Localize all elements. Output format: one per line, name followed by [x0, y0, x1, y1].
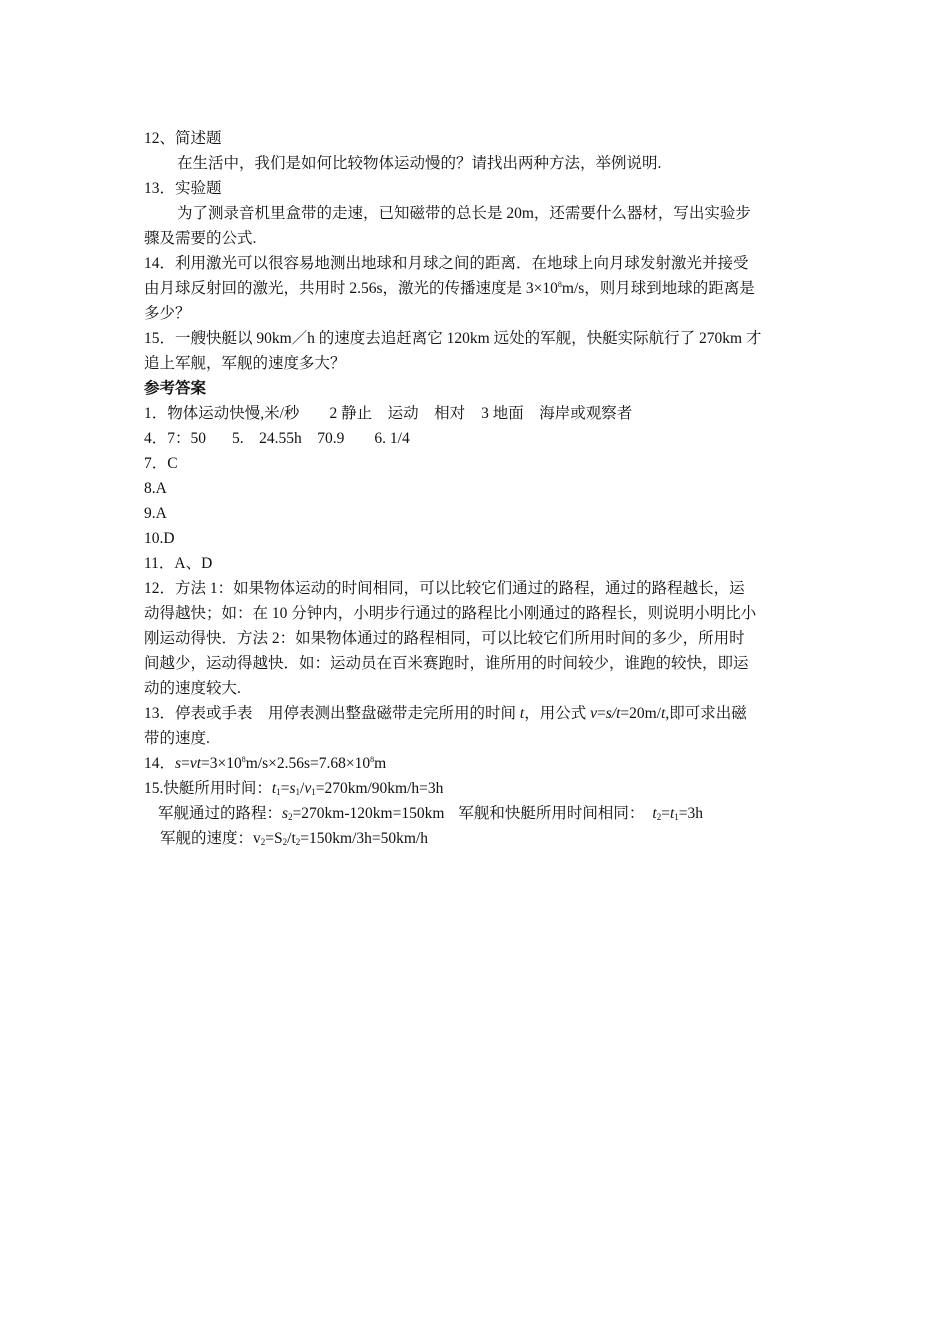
answer-4-6: 4．7：50 5. 24.55h 70.9 6. 1/4: [144, 430, 410, 447]
q13-title: 13．实验题: [144, 180, 222, 197]
q13-body-line2: 骤及需要的公式.: [144, 230, 257, 247]
answer-11: 11．A、D: [144, 555, 213, 572]
answer-7: 7．C: [144, 455, 178, 472]
answer-1-3: 1．物体运动快慢,米/秒 2 静止 运动 相对 3 地面 海岸或观察者: [144, 405, 633, 422]
q13-body-line1: 为了测录音机里盒带的走速，已知磁带的总长是 20m，还需要什么器材，写出实验步: [177, 205, 751, 222]
q14-line2: 由月球反射回的激光，共用时 2.56s，激光的传播速度是 $3\times 10^8m/s$，则月球到地球的距离是: [144, 280, 755, 297]
answer-15-line3: 军舰的速度：$v_2=S_2/t_2=150km/3h=50km/h$: [160, 830, 428, 847]
q12-title: 12、简述题: [144, 130, 222, 147]
answer-8: 8.A: [144, 480, 167, 497]
answer-12-line1: 12．方法 1：如果物体运动的时间相同，可以比较它们通过的路程，通过的路程越长，运: [144, 580, 745, 597]
answer-12-line5: 动的速度较大.: [144, 680, 241, 697]
answer-12-line3: 刚运动得快．方法 2：如果物体通过的路程相同，可以比较它们所用时间的多少，所用时: [144, 630, 745, 647]
document-page: [144, 126, 808, 851]
answers-heading: 参考答案: [144, 380, 207, 397]
q14-line3: 多少？: [144, 305, 191, 322]
answer-9: 9.A: [144, 505, 167, 522]
answer-12-line2: 动得越快；如：在 10 分钟内，小明步行通过的路程比小刚通过的路程长，则说明小明比小: [144, 605, 757, 622]
q15-line2: 追上军舰，军舰的速度多大？: [144, 355, 346, 372]
answer-15-line1: 15.快艇所用时间：$t_1=s_1/v_1=270km/90km/h=3h$: [144, 780, 444, 797]
answer-12-line4: 间越少，运动得越快．如：运动员在百米赛跑时，谁所用的时间较少，谁跑的较快，即运: [144, 655, 749, 672]
answer-13-line1: 13．停表或手表 用停表测出整盘磁带走完所用的时间 t，用公式 v=s/t=20m/t,即可求出磁: [144, 705, 747, 722]
answer-13-line2: 带的速度.: [144, 730, 210, 747]
q14-line1: 14．利用激光可以很容易地测出地球和月球之间的距离．在地球上向月球发射激光并接受: [144, 255, 749, 272]
q15-line1: 15．一艘快艇以 90km／h 的速度去追赶离它 120km 远处的军舰，快艇实际航行了 270km 才: [144, 330, 762, 347]
answer-14: 14．$s=vt=3\times 10^8m/s\times 2.56s=7.68\times 10^8m$: [144, 755, 387, 772]
q12-body: 在生活中，我们是如何比较物体运动慢的？请找出两种方法，举例说明.: [177, 155, 662, 172]
answer-15-line2: 军舰通过的路程：$s_2=270km-120km=150km$ 军舰和快艇所用时间相同： $t_2=t_1=3h$: [158, 805, 704, 822]
answer-10: 10.D: [144, 530, 175, 547]
